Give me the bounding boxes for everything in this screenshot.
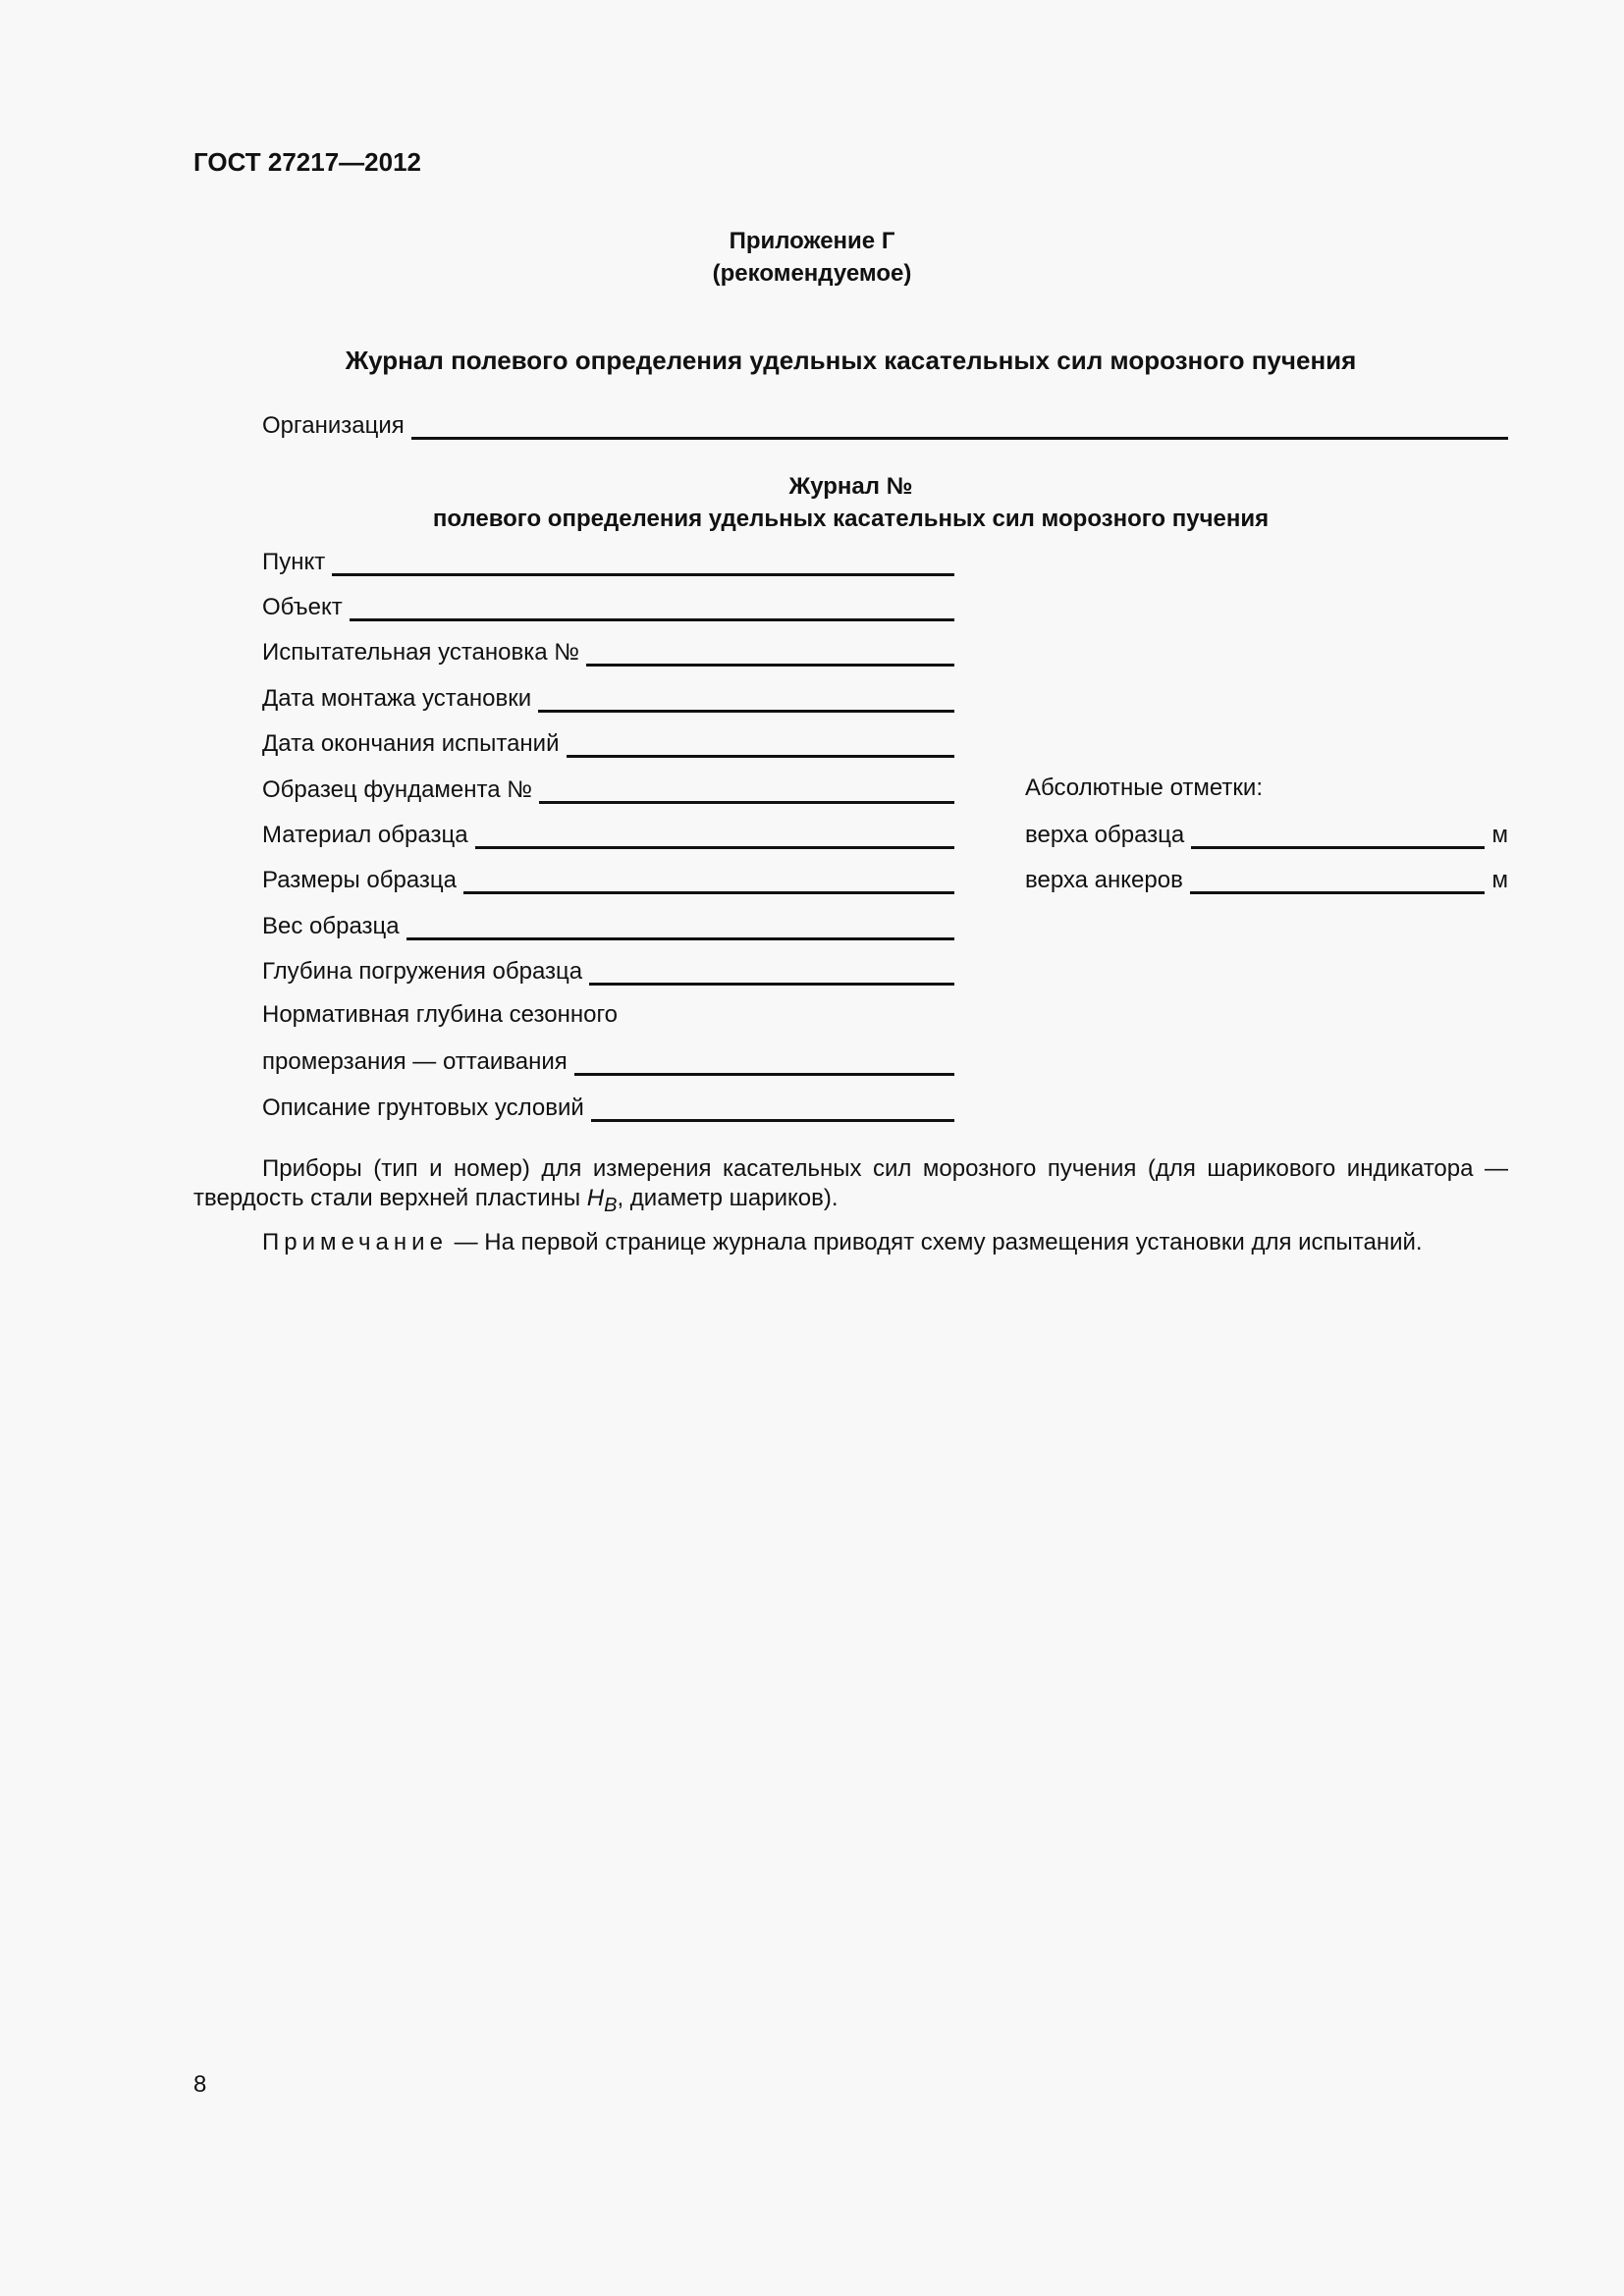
field-test-end-date (262, 728, 954, 758)
hardness-subscript: B (604, 1194, 618, 1216)
field-label: Объект (262, 594, 343, 620)
absolute-marks-heading: Абсолютные отметки: (1025, 774, 1263, 801)
appendix-heading (0, 225, 1624, 290)
field-input-line[interactable] (567, 735, 955, 758)
page-number: 8 (193, 2071, 207, 2098)
field-immersion-depth (262, 956, 954, 986)
journal-heading (193, 470, 1508, 535)
field-foundation-sample (262, 774, 954, 804)
organization-label: Организация (262, 412, 405, 439)
field-input-line[interactable] (463, 872, 954, 894)
field-label: Материал образца (262, 822, 468, 848)
field-label: Глубина погружения образца (262, 958, 583, 985)
field-label: промерзания — оттаивания (262, 1048, 568, 1075)
field-sample-top-mark (1025, 820, 1508, 849)
field-input-line[interactable] (475, 827, 954, 849)
field-object (262, 592, 954, 621)
field-input-line[interactable] (350, 599, 954, 621)
field-input-line[interactable] (539, 781, 954, 804)
field-input-line[interactable] (1190, 872, 1485, 894)
unit-label: м (1491, 867, 1508, 893)
field-input-line[interactable] (1191, 827, 1484, 849)
field-input-line[interactable] (589, 963, 954, 986)
field-soil-conditions (262, 1093, 954, 1122)
field-input-line[interactable] (406, 918, 954, 940)
field-anchor-top-mark (1025, 865, 1508, 894)
field-input-line[interactable] (574, 1053, 954, 1076)
field-label: Описание грунтовых условий (262, 1095, 584, 1121)
unit-label: м (1491, 822, 1508, 848)
note-dash: — (447, 1229, 485, 1255)
note (262, 1229, 1508, 1256)
note-label: Примечание (262, 1229, 448, 1255)
field-label: Вес образца (262, 913, 400, 939)
journal-subtitle: полевого определения удельных касательных сил морозного пучения (432, 506, 1270, 532)
field-normative-depth-label: Нормативная глубина сезонного (262, 1001, 619, 1028)
field-label: Размеры образца (262, 867, 458, 893)
field-label: Испытательная установка № (262, 639, 580, 666)
field-label: Дата монтажа установки (262, 685, 532, 712)
organization-input-line[interactable] (411, 417, 1508, 440)
field-test-installation (262, 637, 954, 667)
field-sample-weight (262, 911, 954, 940)
field-label: Пункт (262, 549, 326, 575)
note-text: На первой странице журнала приводят схему размещения установки для испытаний. (484, 1229, 1423, 1255)
field-input-line[interactable] (586, 644, 954, 667)
field-input-line[interactable] (538, 690, 954, 713)
field-label: верха анкеров (1025, 867, 1183, 893)
appendix-label: Приложение Г (729, 228, 895, 254)
organization-field (262, 410, 1508, 440)
appendix-status: (рекомендуемое) (712, 260, 912, 287)
document-title: Журнал полевого определения удельных касательных сил морозного пучения (345, 346, 1357, 375)
journal-number-label: Журнал № (788, 473, 913, 500)
instruments-paragraph (193, 1154, 1508, 1220)
field-sample-dimensions (262, 865, 954, 894)
field-label: верха образца (1025, 822, 1185, 848)
field-installation-date (262, 683, 954, 713)
field-freeze-thaw (262, 1046, 954, 1076)
hardness-symbol: H (586, 1185, 605, 1211)
paragraph-text-end: , диаметр шариков). (617, 1185, 839, 1211)
field-sample-material (262, 820, 954, 849)
field-label: Дата окончания испытаний (262, 730, 560, 757)
document-header: ГОСТ 27217—2012 (193, 147, 421, 177)
field-label: Образец фундамента № (262, 776, 533, 803)
paragraph-text: Приборы (тип и номер) для измерения касательных сил морозного пучения (для шарикового индикатора — твердость стали верхней пластины (193, 1155, 1508, 1211)
field-input-line[interactable] (332, 554, 954, 576)
field-input-line[interactable] (591, 1099, 954, 1122)
field-point (262, 547, 954, 576)
